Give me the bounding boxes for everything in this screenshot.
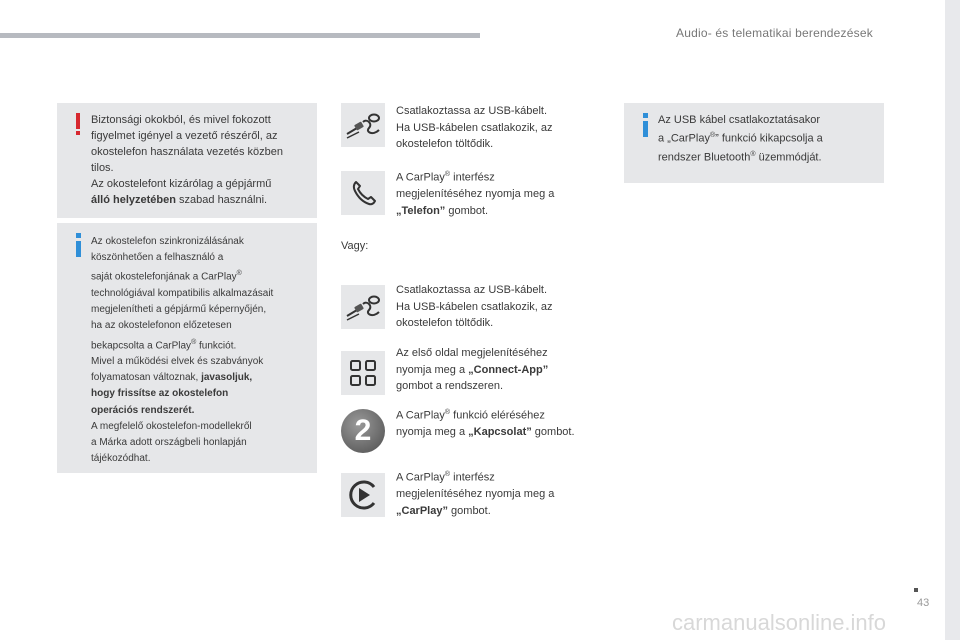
info-line: tájékozódhat. <box>91 453 151 465</box>
registered-mark: ® <box>191 338 197 346</box>
step-line: Ha USB-kábelen csatlakozik, az <box>396 300 553 313</box>
warning-icon <box>74 113 81 135</box>
step-line: nyomja meg a <box>396 426 469 439</box>
step-line: A CarPlay <box>396 409 445 422</box>
info-text <box>91 234 313 468</box>
registered-mark: ® <box>444 471 451 478</box>
info-line: A megfelelő okostelefon-modellekről <box>91 420 252 432</box>
step-line: A CarPlay <box>396 171 445 184</box>
step-line: gombot. <box>531 426 575 439</box>
info-line: folyamatosan változnak, <box>91 372 202 384</box>
page-number: 43 <box>917 597 930 609</box>
step-usb-text <box>396 282 616 332</box>
step-connect-app-text <box>396 345 616 395</box>
warning-line: okostelefon használata vezetés közben <box>91 146 284 158</box>
info-line: üzemmódját. <box>755 151 822 164</box>
carplay-play-icon <box>341 473 385 517</box>
warning-line: tilos. <box>91 162 114 174</box>
page-title: Audio- és telematikai berendezések <box>676 26 873 40</box>
step-line: okostelefon töltődik. <box>396 317 494 329</box>
button-name: „Kapcsolat” <box>468 426 532 439</box>
info-line: Az USB kábel csatlakoztatásakor <box>658 114 821 126</box>
step-carplay-text <box>396 467 616 519</box>
phone-icon <box>341 171 385 215</box>
usb-cable-icon <box>341 103 385 147</box>
info-line: ” funkció kikapcsolja a <box>715 132 823 145</box>
warning-bold: álló helyzetében <box>91 194 176 206</box>
step-line: interfész <box>450 471 495 484</box>
info-line: a „CarPlay <box>658 132 710 145</box>
info-text <box>658 112 880 165</box>
registered-mark: ® <box>236 270 242 278</box>
info-bold: javasoljuk, <box>201 372 253 384</box>
or-label: Vagy: <box>341 240 369 252</box>
page-marker <box>914 588 918 592</box>
info-bold: operációs rendszerét. <box>91 404 195 416</box>
warning-line-end: szabad használni. <box>175 194 268 206</box>
step-phone-text <box>396 167 616 219</box>
info-box-bluetooth <box>624 103 884 183</box>
warning-box <box>57 103 317 218</box>
step-line: interfész <box>450 171 495 184</box>
info-line: Az okostelefon szinkronizálásának <box>91 236 244 247</box>
connect-app-grid-icon <box>341 351 385 395</box>
page-edge-strip <box>945 0 960 640</box>
watermark: carmanualsonline.info <box>672 610 887 635</box>
step-line: okostelefon töltődik. <box>396 138 494 150</box>
step-number-badge: 2 <box>341 409 385 453</box>
step-usb-text <box>396 103 616 153</box>
warning-text <box>91 112 313 208</box>
info-icon <box>75 233 81 257</box>
registered-mark: ® <box>709 132 716 139</box>
step-line: megjelenítéséhez nyomja meg a <box>396 488 555 501</box>
step-line: nyomja meg a <box>396 363 469 376</box>
registered-mark: ® <box>444 171 451 178</box>
step-kapcsolat-text <box>396 405 616 441</box>
info-line: technológiával kompatibilis alkalmazásait <box>91 287 274 299</box>
step-line: Csatlakoztassa az USB-kábelt. <box>396 284 548 296</box>
info-line: a Márka adott országbeli honlapján <box>91 437 247 449</box>
warning-line: figyelmet igényel a vezető részéről, az <box>91 130 278 142</box>
info-line-end: funkciót. <box>196 339 237 351</box>
step-line: gombot. <box>447 504 491 517</box>
warning-line: Az okostelefont kizárólag a gépjármű <box>91 178 272 190</box>
step-line: Csatlakoztassa az USB-kábelt. <box>396 105 548 117</box>
button-name: „Connect-App” <box>468 363 549 376</box>
info-line: Mivel a működési elvek és szabványok <box>91 356 264 368</box>
info-line: rendszer Bluetooth <box>658 151 751 164</box>
info-line: köszönhetően a felhasználó a <box>91 252 224 264</box>
step-line: funkció eléréséhez <box>450 409 545 422</box>
step-line: Az első oldal megjelenítéséhez <box>396 347 548 359</box>
step-line: A CarPlay <box>396 471 445 484</box>
info-line: bekapcsolta a CarPlay <box>91 339 192 351</box>
info-box-carplay <box>57 223 317 473</box>
step-line: Ha USB-kábelen csatlakozik, az <box>396 121 553 134</box>
info-line: saját okostelefonjának a CarPlay <box>91 271 237 283</box>
header-rule <box>0 33 480 38</box>
step-line: gombot a rendszeren. <box>396 380 504 392</box>
warning-line: Biztonsági okokból, és mivel fokozott <box>91 114 271 126</box>
usb-cable-icon <box>341 285 385 329</box>
info-line: ha az okostelefonon előzetesen <box>91 320 232 332</box>
registered-mark: ® <box>750 150 756 158</box>
step-line: gombot. <box>445 204 489 217</box>
step-line: megjelenítéséhez nyomja meg a <box>396 188 555 201</box>
registered-mark: ® <box>444 409 451 416</box>
info-bold: hogy frissítse az okostelefon <box>91 388 229 400</box>
button-name: „Telefon” <box>396 204 446 217</box>
info-icon <box>642 113 648 137</box>
info-line: megjelenítheti a gépjármű képernyőjén, <box>91 304 267 316</box>
button-name: „CarPlay” <box>396 504 448 517</box>
